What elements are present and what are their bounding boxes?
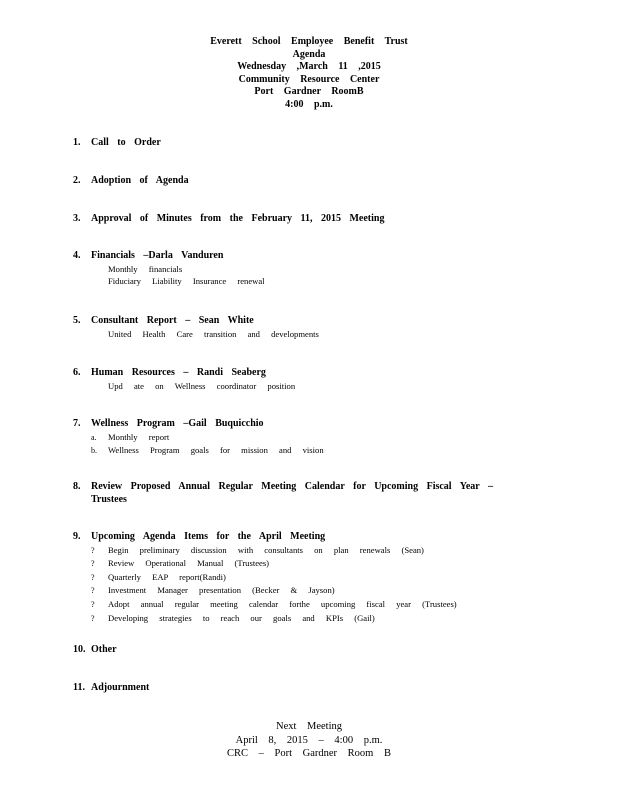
sub-item: b. Wellness Program goals for mission and vision (91, 444, 553, 458)
bullet-icon: ? (91, 613, 95, 623)
item-number: 10. (73, 644, 86, 655)
sub-item: Upd ate on Wellness coordinator position (108, 380, 296, 391)
list-letter: b. (91, 446, 97, 456)
sub-item-list (91, 263, 553, 288)
bullet-icon: ? (91, 572, 95, 582)
agenda-item-human-resources (73, 367, 553, 392)
sub-item: ? Quarterly EAP report(Randi) (91, 571, 553, 585)
item-number: 4. (73, 250, 81, 261)
agenda-item-other (73, 644, 553, 657)
agenda-item-wellness-program (73, 418, 553, 458)
sub-item-list (91, 544, 553, 626)
sub-item-list (91, 380, 553, 393)
sub-item: Monthly financials (108, 263, 183, 274)
agenda-item-upcoming-items (73, 531, 553, 625)
item-title: Human Resources – Randi Seaberg (91, 367, 266, 378)
meeting-room: Port Gardner RoomB (254, 86, 364, 98)
next-meeting-label: Next Meeting (275, 721, 343, 732)
item-number: 6. (73, 367, 81, 378)
item-title: Review Proposed Annual Regular Meeting Calendar for Upcoming Fiscal Year – (91, 481, 494, 492)
next-meeting-date: April 8, 2015 – 4:00 p.m. (235, 734, 383, 746)
item-number: 5. (73, 315, 81, 326)
item-title: Adjournment (91, 682, 150, 693)
list-letter: a. (91, 432, 97, 442)
sub-item: United Health Care transition and developments (108, 328, 319, 339)
sub-item: ? Investment Manager presentation (Becker & Jayson) (91, 584, 553, 598)
item-title: Other (91, 644, 117, 655)
agenda-item-approval-minutes (73, 213, 553, 226)
next-meeting-location: CRC – Port Gardner Room B (227, 748, 391, 760)
item-title: Financials –Darla Vanduren (91, 250, 224, 261)
sub-item: a. Monthly report (91, 431, 553, 445)
agenda-header (0, 36, 618, 112)
meeting-time: 4:00 p.m. (285, 98, 333, 110)
item-number: 3. (73, 213, 81, 224)
item-number: 2. (73, 175, 81, 186)
sub-item-list (91, 328, 553, 341)
item-number: 9. (73, 531, 81, 542)
agenda-item-adoption (73, 175, 553, 188)
item-title: Approval of Minutes from the February 11, 2015 Meeting (91, 213, 385, 224)
agenda-item-meeting-calendar (73, 481, 553, 506)
sub-item: ? Begin preliminary discussion with consultants on plan renewals (Sean) (91, 544, 553, 558)
item-number: 1. (73, 137, 81, 148)
agenda-item-consultant-report (73, 315, 553, 340)
item-title: Call to Order (91, 137, 161, 148)
agenda-item-adjournment (73, 682, 553, 695)
item-title: Adoption of Agenda (91, 175, 189, 186)
item-number: 8. (73, 481, 81, 492)
bullet-icon: ? (91, 545, 95, 555)
item-number: 11. (73, 682, 85, 693)
bullet-icon: ? (91, 599, 95, 609)
next-meeting-footer (0, 720, 618, 761)
bullet-icon: ? (91, 559, 95, 569)
item-number: 7. (73, 418, 81, 429)
item-title: Upcoming Agenda Items for the April Meeting (91, 531, 326, 542)
agenda-item-financials (73, 250, 553, 288)
sub-item: ? Developing strategies to reach our goals and KPIs (Gail) (91, 612, 553, 626)
meeting-date: Wednesday ,March 11 ,2015 (237, 61, 381, 73)
sub-item-list (91, 431, 553, 458)
sub-item: ? Adopt annual regular meeting calendar forthe upcoming fiscal year (Trustees) (91, 598, 553, 612)
sub-item: ? Review Operational Manual (Trustees) (91, 557, 553, 571)
agenda-label: Agenda (292, 48, 326, 60)
trust-title: Everett School Employee Benefit Trust (210, 36, 408, 47)
item-title: Wellness Program –Gail Buquicchio (91, 418, 264, 429)
agenda-item-call-to-order (73, 137, 553, 150)
bullet-icon: ? (91, 586, 95, 596)
item-title-continued: Trustees (91, 493, 127, 505)
meeting-venue: Community Resource Center (238, 73, 380, 85)
sub-item: Fiduciary Liability Insurance renewal (108, 276, 265, 287)
item-title: Consultant Report – Sean White (91, 315, 254, 326)
